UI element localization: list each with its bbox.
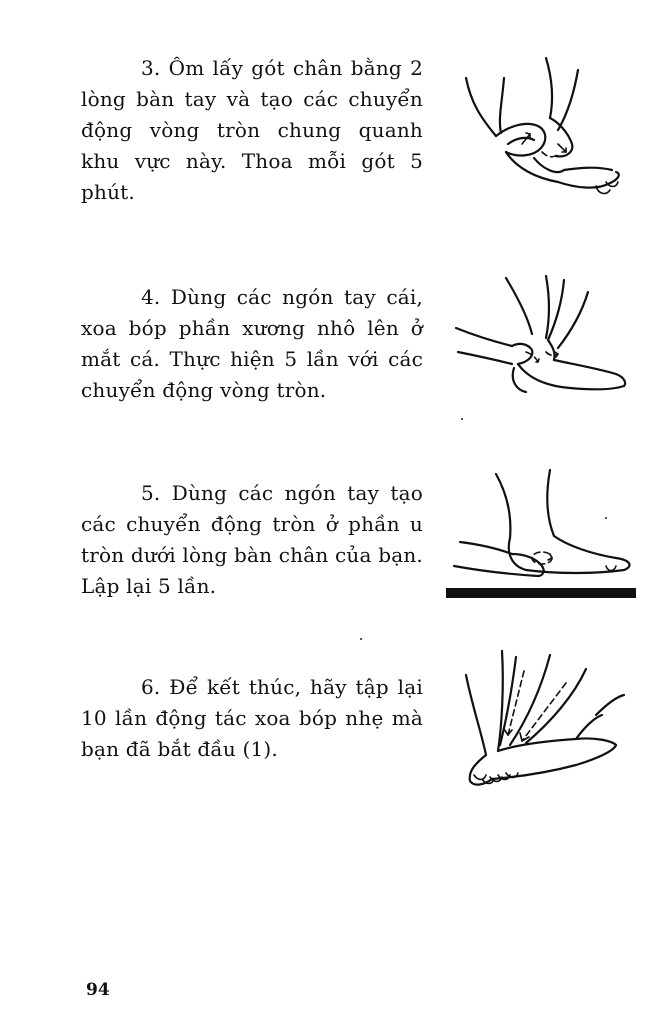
- foot-stroke-illustration-icon: [446, 645, 646, 805]
- sole-massage-illustration-icon: [446, 462, 646, 610]
- heel-massage-illustration-icon: [446, 48, 646, 218]
- scan-speck: [461, 418, 463, 420]
- scan-speck: [360, 638, 362, 640]
- step-5-text: 5. Dùng các ngón tay tạo các chuyển động tròn ở phần u tròn dưới lòng bàn chân của bạn. Lập lại 5 lần.: [81, 481, 423, 598]
- step-3-text: 3. Ôm lấy gót chân bằng 2 lòng bàn tay và tạo các chuyển động vòng tròn chung quanh khu vực này. Thoa mỗi gót 5 phút.: [81, 56, 423, 204]
- ankle-massage-illustration-icon: [446, 268, 646, 418]
- scan-speck: [605, 517, 607, 519]
- step-6-text: 6. Để kết thúc, hãy tập lại 10 lần động tác xoa bóp nhẹ mà bạn đã bắt đầu (1).: [81, 675, 423, 761]
- page-number: 94: [86, 980, 110, 1000]
- step-4-text: 4. Dùng các ngón tay cái, xoa bóp phần xương nhô lên ở mắt cá. Thực hiện 5 lần với các chuyển động vòng tròn.: [81, 285, 423, 402]
